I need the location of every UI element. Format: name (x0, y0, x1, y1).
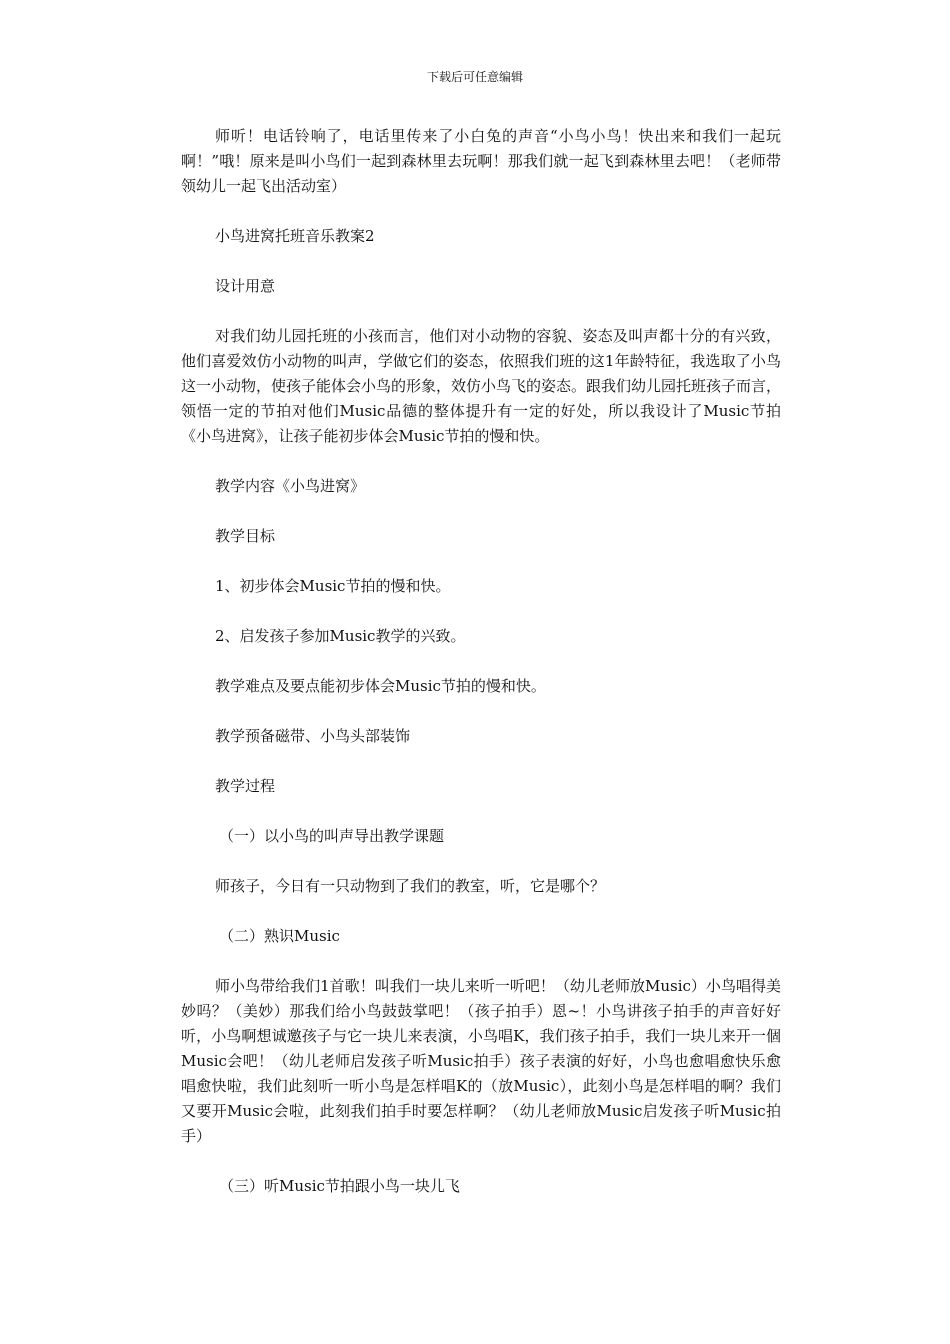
step-1-text: 师孩子，今日有一只动物到了我们的教室，听，它是哪个？ (215, 877, 606, 895)
heading-key-points: 教学难点及要点能初步体会Music节拍的慢和快。 (215, 677, 546, 695)
step-2-title: （二）熟识Music (219, 927, 340, 945)
paragraph-design-intent: 对我们幼儿园托班的小孩而言，他们对小动物的容貌、姿态及叫声都十分的有兴致，他们喜爱效仿小动物的叫声，学做它们的姿态，依照我们班的这1年龄特征，我选取了小鸟这一小动物，使孩子能体会小鸟的形象，效仿小鸟飞的姿态。跟我们幼儿园托班孩子而言，领悟一定的节拍对他们Music品德的整体提升有一定的好处，所以我设计了Music节拍《小鸟进窝》，让孩子能初步体会Music节拍的慢和快。 (181, 327, 782, 445)
goal-item-2: 2、启发孩子参加Music教学的兴致。 (215, 627, 466, 645)
document-body (181, 124, 781, 1224)
goal-item-1: 1、初步体会Music节拍的慢和快。 (215, 577, 451, 595)
heading-preparation: 教学预备磁带、小鸟头部装饰 (215, 727, 411, 745)
paragraph-intro: 师听！电话铃响了，电话里传来了小白兔的声音“小鸟小鸟！快出来和我们一起玩啊！”哦！原来是叫小鸟们一起到森林里去玩啊！那我们就一起飞到森林里去吧！（老师带领幼儿一起飞出活动室） (181, 127, 781, 195)
page-header: 下载后可任意编辑 (426, 70, 523, 84)
heading-design-intent: 设计用意 (215, 277, 276, 295)
section-title: 小鸟进窝托班音乐教案2 (215, 227, 375, 245)
step-1-title: （一）以小鸟的叫声导出教学课题 (219, 827, 445, 845)
step-3-title: （三）听Music节拍跟小鸟一块儿飞 (219, 1177, 460, 1195)
heading-teaching-content: 教学内容《小鸟进窝》 (215, 477, 366, 495)
step-2-text: 师小鸟带给我们1首歌！叫我们一块儿来听一听吧！（幼儿老师放Music）小鸟唱得美妙吗？（美妙）那我们给小鸟鼓鼓掌吧！（孩子拍手）恩~！小鸟讲孩子拍手的声音好好听，小鸟啊想诚邀孩子与它一块儿来表演，小鸟唱K，我们孩子拍手，我们一块儿来开一個Music会吧！（幼儿老师启发孩子听Music拍手）孩子表演的好好，小鸟也愈唱愈快乐愈唱愈快啦，我们此刻听一听小鸟是怎样唱K的（放Music），此刻小鸟是怎样唱的啊？我们又要开Music会啦，此刻我们拍手时要怎样啊？（幼儿老师放Music启发孩子听Music拍手） (181, 977, 781, 1145)
heading-teaching-goals: 教学目标 (215, 527, 276, 545)
heading-process: 教学过程 (215, 777, 276, 795)
